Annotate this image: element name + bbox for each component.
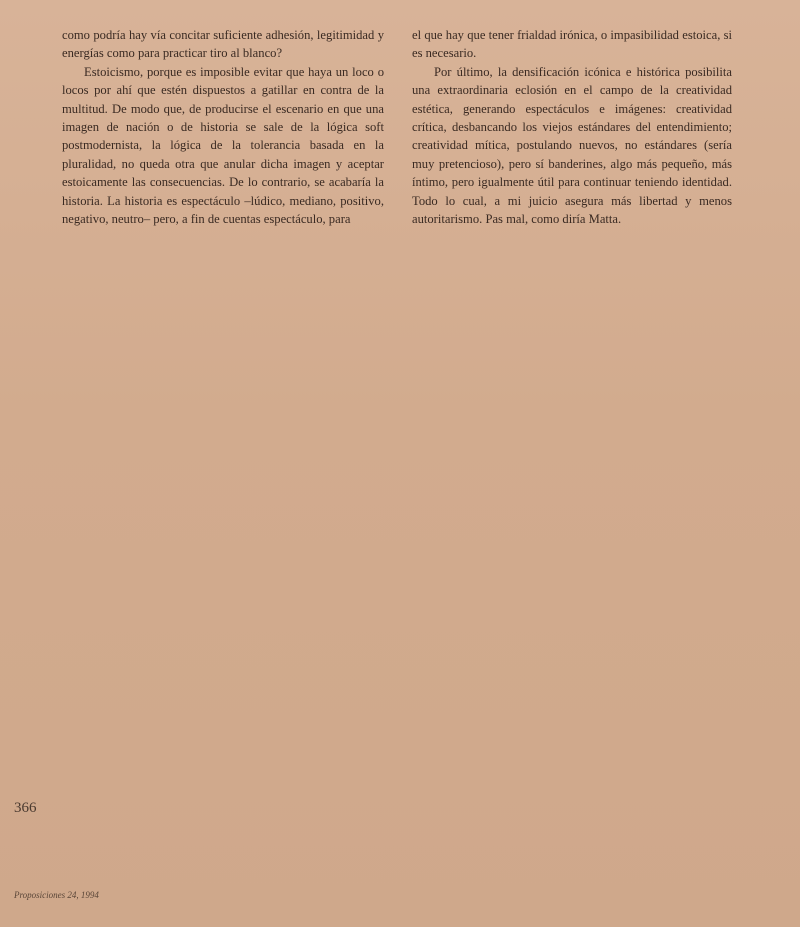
paragraph: el que hay que tener frialdad irónica, o impasibilidad estoica, si es necesario. <box>412 28 732 61</box>
page-number: 366 <box>14 800 37 816</box>
paragraph: Por último, la densificación icónica e histórica posibilita una extraordinaria eclosión en el campo de la creatividad estética, generando espectáculos e imágenes: creatividad crítica, desbancando los viejos estándares del entendimiento; creatividad mítica, postulando nuevos, no estándares (sería muy pretencioso), pero sí banderines, algo más pequeño, más íntimo, pero igualmente útil para continuar teniendo identidad. Todo lo cual, a mi juicio asegura más libertad y menos autoritarismo. Pas mal, como diría Matta. <box>412 64 732 227</box>
left-text-column <box>62 26 384 228</box>
right-text-column <box>412 26 732 228</box>
paragraph: como podría hay vía concitar suficiente adhesión, legitimidad y energías como para practicar tiro al blanco? <box>62 28 384 61</box>
paragraph: Estoicismo, porque es imposible evitar que haya un loco o locos por ahí que estén dispuestos a gatillar en contra de la multitud. De modo que, de producirse el escenario en que una imagen de nación o de historia se sale de la lógica soft postmodernista, la lógica de la tolerancia basada en la pluralidad, no queda otra que anular dicha imagen y aceptar estoicamente las consecuencias. De lo contrario, se acabaría la historia. La historia es espectáculo –lúdico, mediano, positivo, negativo, neutro– pero, a fin de cuentas espectáculo, para <box>62 64 384 227</box>
publication-footer: Proposiciones 24, 1994 <box>14 890 99 900</box>
